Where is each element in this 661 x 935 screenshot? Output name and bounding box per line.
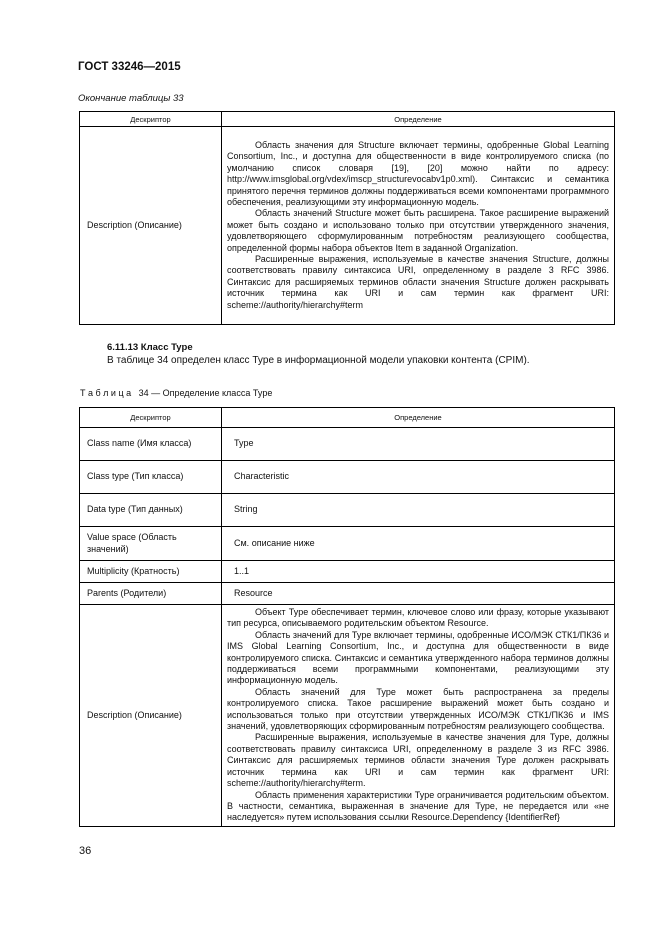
table-row (80, 494, 615, 527)
definition-paragraph: Область значений для Type включает термины, одобренные ИСО/МЭК СТК1/ПК36 и IMS Global Learning Consortium, Inc., и доступна для общественности в виде контролируемого списка. Синтаксис и семантика утвержденного набора терминов должны поддерживаться всеми программными компонентами, реализующими эту информационную модель. (227, 629, 609, 686)
definition-paragraph: Объект Type обеспечивает термин, ключевое слово или фразу, которые указывают тип ресурса, описываемого родительским объектом Resource. (227, 607, 609, 629)
row-descriptor: Class type (Тип класса) (80, 461, 222, 494)
row-value: Characteristic (222, 461, 615, 494)
row-value: См. описание ниже (222, 527, 615, 561)
definition-paragraph: Область значений для Type может быть распространена за пределы контролируемого списка. Такое расширение выражений может быть создано и использоваться только при отсутствии утвержденных ИСО/МЭК СТК1/ПК36 и IMS значений, удовлетворяющих сформированным потребностям реализующего сообщества. (227, 686, 609, 732)
row-descriptor: Parents (Родители) (80, 583, 222, 605)
row-descriptor: Data type (Тип данных) (80, 494, 222, 527)
page-number: 36 (79, 845, 92, 857)
row-descriptor: Description (Описание) (80, 605, 222, 827)
table-row (80, 583, 615, 605)
table-continuation-caption: Окончание таблицы 33 (78, 93, 184, 104)
row-descriptor: Class name (Имя класса) (80, 428, 222, 461)
row-value: 1..1 (222, 561, 615, 583)
section-intro-text: В таблице 34 определен класс Type в информационной модели упаковки контента (CPIM). (107, 355, 530, 366)
table-row (80, 561, 615, 583)
table-row (80, 461, 615, 494)
section-heading: 6.11.13 Класс Type (107, 342, 193, 353)
table34-header-definition: Определение (222, 408, 615, 428)
table33-header-definition: Определение (222, 112, 615, 127)
definition-paragraph: Область значения для Structure включает термины, одобренные Global Learning Consortium, Inc., и доступна для общественности в виде контролируемого списка (по умолчанию список словаря [19], [20] можно найти по адресу: http://www.imsglobal.org/vdex/imscp_structurevocabv1p0.xml). Синтаксис и семантика принятого перечня терминов должны поддерживаться всеми компонентами программного обеспечения, реализующими эту информационную модель. (227, 139, 609, 207)
row-value: Type (222, 428, 615, 461)
table-row (80, 527, 615, 561)
table-row (80, 428, 615, 461)
table33-definition-cell (222, 127, 615, 325)
row-value: Resource (222, 583, 615, 605)
row-descriptor: Multiplicity (Кратность) (80, 561, 222, 583)
table-34 (79, 407, 615, 827)
table-34-caption: Т а б л и ц а 34 — Определение класса Type (80, 388, 273, 398)
table33-header-descriptor: Дескриптор (80, 112, 222, 127)
definition-paragraph: Область применения характеристики Type ограничивается родительским объектом. В частности, семантика, выраженная в значение для Type, не передается или «не наследуется» путем использования ссылки Resource.Dependency {IdentifierRef} (227, 789, 609, 823)
row-descriptor: Value space (Область значений) (80, 527, 222, 561)
description-definition-cell (222, 605, 615, 827)
definition-paragraph: Область значений Structure может быть расширена. Такое расширение выражений может быть создано и использовано только при отсутствии утвержденного значения, удовлетворяющего сформулированным потребностям реализующего сообщества, определенной формы набора объектов Item в заданной Organization. (227, 208, 609, 253)
table-33-end (79, 111, 615, 325)
definition-paragraph: Расширенные выражения, используемые в качестве значения для Type, должны соответствовать правилу синтаксиса URI, определенному в разделе 3 из RFC 3986. Синтаксис для расширяемых терминов области значения Type должен раскрывать источник термина как URI и сам термин как фрагмент URI: scheme://authority/hierarchy#term. (227, 732, 609, 789)
definition-paragraph: Расширенные выражения, используемые в качестве значения Structure, должны соответствовать правилу синтаксиса URI, определенному в разделе 3 RFC 3986. Синтаксис для расширяемых терминов области значения Structure должен раскрывать источник термина как URI и сам термин как фрагмент URI: scheme://authority/hierarchy#term (227, 254, 609, 310)
row-value: String (222, 494, 615, 527)
document-header: ГОСТ 33246—2015 (78, 61, 181, 73)
table33-descriptor-cell: Description (Описание) (80, 127, 222, 325)
table34-header-descriptor: Дескриптор (80, 408, 222, 428)
table-row (80, 605, 615, 827)
